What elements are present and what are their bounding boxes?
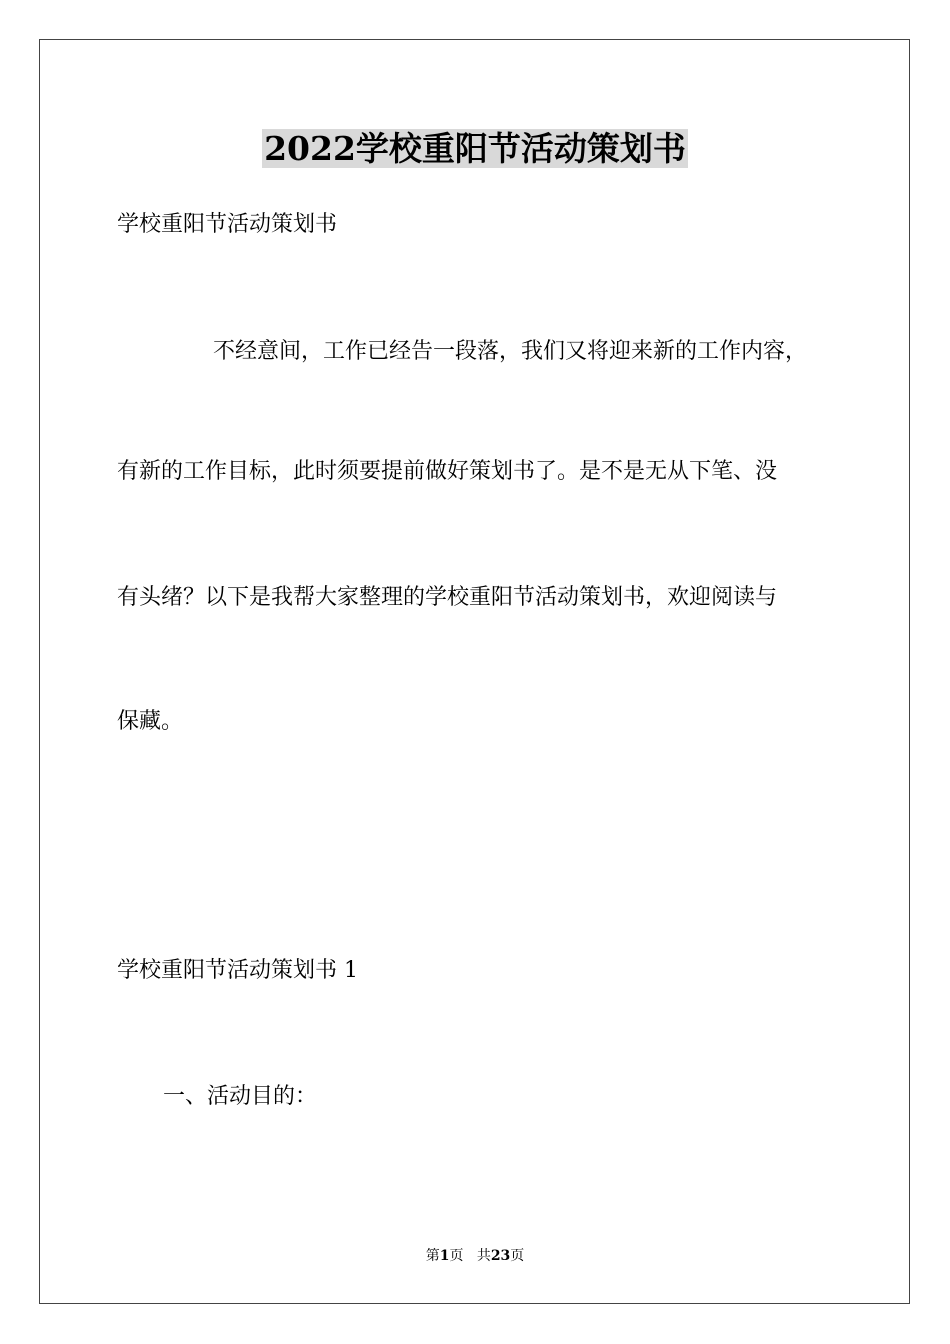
footer-page-number: 1 (439, 1248, 450, 1264)
item-heading: 一、活动目的： (163, 1084, 318, 1109)
footer-total-prefix: 共 (476, 1248, 491, 1264)
intro-paragraph-line-4: 保藏。 (117, 709, 184, 734)
section-title: 学校重阳节活动策划书 1 (117, 958, 358, 983)
footer-total-pages: 23 (490, 1248, 511, 1264)
intro-paragraph-line-1: 不经意间，工作已经告一段落，我们又将迎来新的工作内容， (213, 339, 808, 364)
document-title (0, 126, 950, 172)
page-footer (0, 1246, 950, 1266)
footer-page-unit: 页 (449, 1248, 464, 1264)
document-subtitle: 学校重阳节活动策划书 (117, 212, 338, 237)
footer-prefix: 第 (425, 1248, 440, 1264)
document-title-text: 2022学校重阳节活动策划书 (264, 129, 686, 168)
intro-paragraph-line-2: 有新的工作目标，此时须要提前做好策划书了。是不是无从下笔、没 (117, 459, 778, 484)
intro-paragraph-line-3: 有头绪？以下是我帮大家整理的学校重阳节活动策划书，欢迎阅读与 (117, 585, 778, 610)
footer-total-unit: 页 (510, 1248, 525, 1264)
